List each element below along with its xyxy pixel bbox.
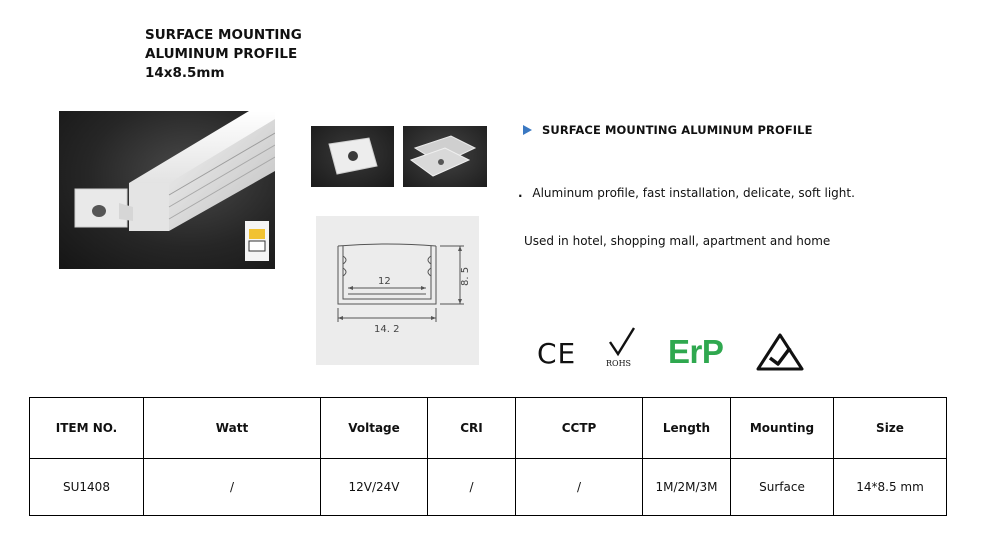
title-line-2: ALUMINUM PROFILE	[145, 46, 298, 62]
cell-item-no: SU1408	[30, 459, 144, 516]
header-voltage: Voltage	[321, 398, 428, 459]
header-item-no: ITEM NO.	[30, 398, 144, 459]
cell-watt: /	[144, 459, 321, 516]
table-header-row	[30, 398, 947, 459]
cross-section-drawing	[316, 216, 479, 365]
profile-render	[59, 111, 275, 269]
table-row	[30, 459, 947, 516]
mounting-clip-render	[403, 126, 487, 187]
feature-bullet: .	[518, 186, 523, 200]
cross-section-diagram	[316, 216, 479, 365]
cell-length: 1M/2M/3M	[643, 459, 731, 516]
inner-width-label: 12	[378, 276, 391, 287]
outer-width-label: 14. 2	[374, 324, 400, 335]
rohs-check-icon	[604, 326, 644, 370]
cell-size: 14*8.5 mm	[834, 459, 947, 516]
title-line-1: SURFACE MOUNTING	[145, 27, 302, 43]
product-title	[145, 26, 302, 83]
header-watt: Watt	[144, 398, 321, 459]
product-heading-text: SURFACE MOUNTING ALUMINUM PROFILE	[542, 123, 813, 137]
rcm-mark-icon	[756, 332, 804, 372]
cell-cri: /	[428, 459, 516, 516]
header-cri: CRI	[428, 398, 516, 459]
title-line-3: 14x8.5mm	[145, 65, 225, 81]
usage-text: Used in hotel, shopping mall, apartment and home	[524, 234, 831, 248]
rohs-label: ROHS	[606, 359, 632, 368]
cell-mounting: Surface	[731, 459, 834, 516]
header-length: Length	[643, 398, 731, 459]
ce-mark-icon: CE	[537, 337, 577, 370]
spec-table	[29, 397, 947, 516]
feature-text: Aluminum profile, fast installation, delicate, soft light.	[532, 186, 855, 200]
header-mounting: Mounting	[731, 398, 834, 459]
cell-voltage: 12V/24V	[321, 459, 428, 516]
end-cap-photo	[311, 126, 394, 187]
rcm-triangle-icon	[756, 332, 804, 372]
height-label: 8. 5	[460, 266, 471, 286]
mounting-clip-photo	[403, 126, 487, 187]
feature-line	[518, 186, 855, 200]
header-size: Size	[834, 398, 947, 459]
product-photo	[59, 111, 275, 269]
erp-mark-icon: ErP	[668, 333, 724, 370]
end-cap-render	[311, 126, 394, 187]
cell-cctp: /	[516, 459, 643, 516]
rohs-mark-icon	[604, 326, 644, 370]
product-heading	[523, 123, 813, 137]
triangle-bullet-icon	[523, 125, 532, 135]
header-cctp: CCTP	[516, 398, 643, 459]
